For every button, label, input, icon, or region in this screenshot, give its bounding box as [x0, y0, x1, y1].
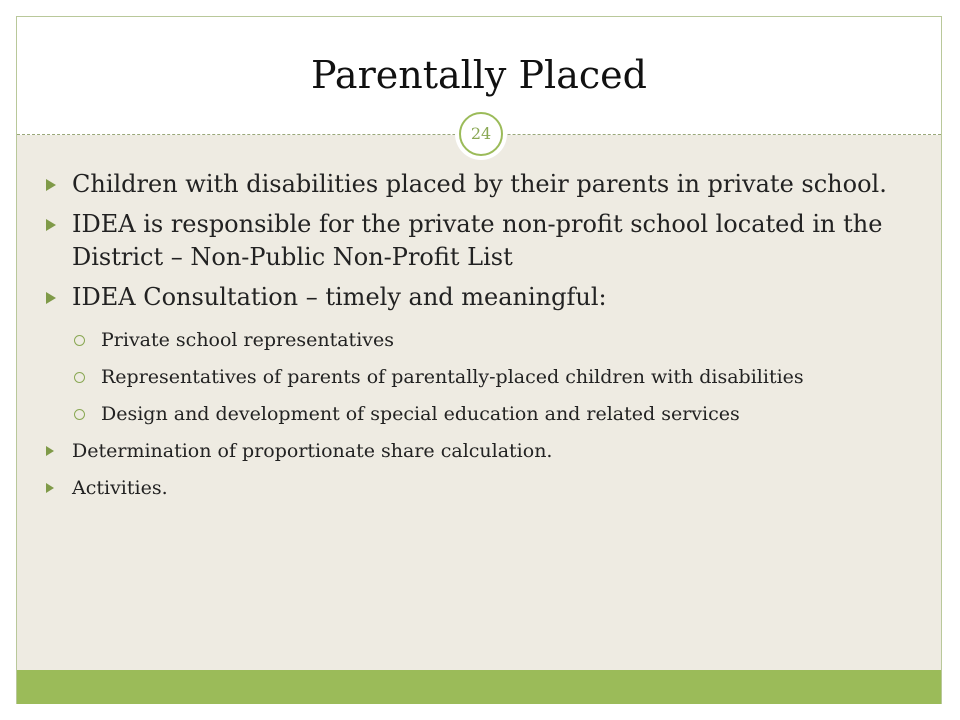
ring-bullet-icon [74, 409, 85, 420]
bullet-text: Determination of proportionate share calculation. [72, 440, 553, 462]
sub-bullet-item [44, 328, 924, 353]
sub-bullet-item [44, 365, 924, 390]
bullet-item [44, 281, 924, 314]
slide-number-badge [455, 108, 507, 160]
slide-title: Parentally Placed [311, 53, 647, 97]
bullet-text: Children with disabilities placed by their parents in private school. [72, 170, 887, 198]
bullet-item [44, 208, 924, 274]
ring-bullet-icon [74, 335, 85, 346]
bullet-text: Activities. [72, 477, 168, 499]
bullet-item [44, 439, 924, 464]
bullet-text: IDEA is responsible for the private non-profit school located in the District – Non-Public Non-Profit List [72, 210, 883, 271]
arrow-bullet-icon [46, 179, 56, 191]
arrow-bullet-icon [46, 219, 56, 231]
bullet-text: IDEA Consultation – timely and meaningful: [72, 283, 607, 311]
sub-bullet-text: Private school representatives [101, 329, 394, 351]
arrow-bullet-icon [46, 292, 56, 304]
footer-bar [17, 670, 941, 704]
arrow-bullet-icon [46, 446, 54, 456]
slide-number: 24 [459, 112, 503, 156]
sub-bullet-item [44, 402, 924, 427]
bullet-item [44, 168, 924, 201]
sub-bullet-text: Design and development of special education and related services [101, 403, 740, 425]
arrow-bullet-icon [46, 483, 54, 493]
bullet-item [44, 476, 924, 501]
sub-bullet-text: Representatives of parents of parentally-placed children with disabilities [101, 366, 804, 388]
bullet-list [44, 168, 924, 513]
ring-bullet-icon [74, 372, 85, 383]
